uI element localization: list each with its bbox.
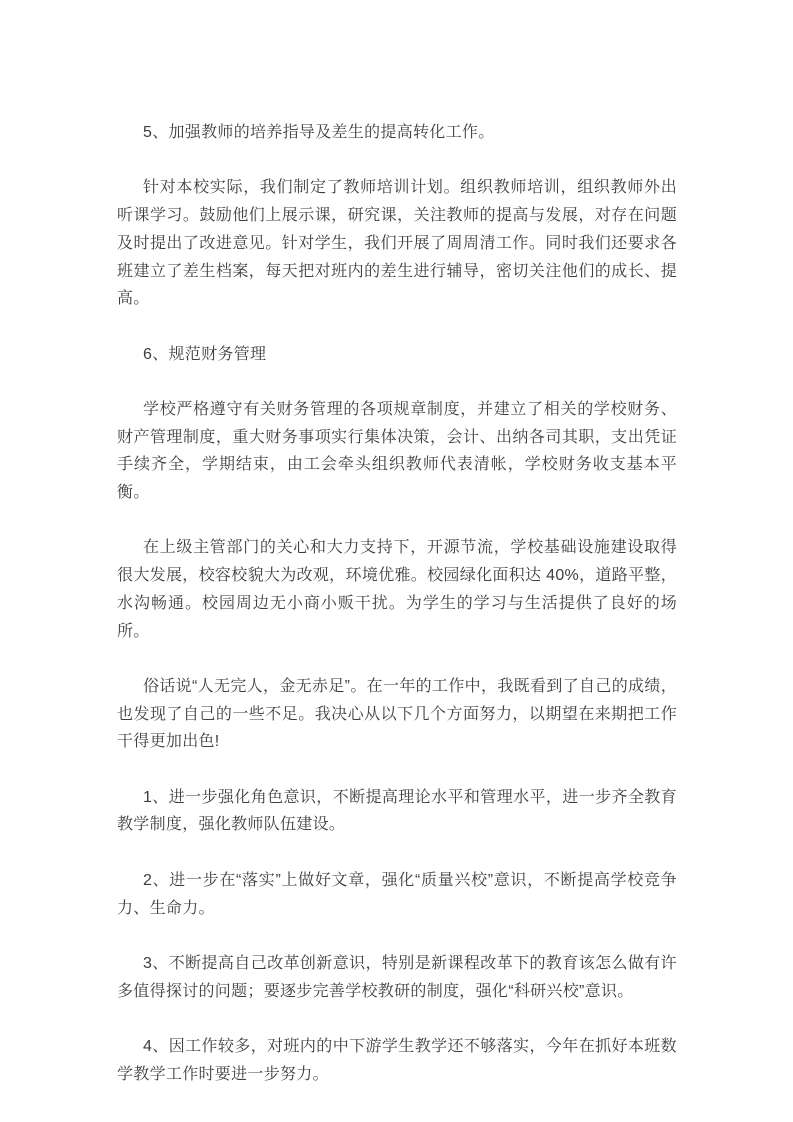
- paragraph-improvement-item-2: 2、进一步在“落实”上做好文章，强化“质量兴校”意识，不断提高学校竞争力、生命力。: [117, 871, 677, 917]
- paragraph-finance-detail: 学校严格遵守有关财务管理的各项规章制度，并建立了相关的学校财务、财产管理制度，重大财务事项实行集体决策，会计、出纳各司其职，支出凭证手续齐全，学期结束，由工会牵头组织教师代表清帐，学校财务收支基本平衡。: [117, 400, 677, 502]
- paragraph-improvement-item-1: 1、进一步强化角色意识，不断提高理论水平和管理水平，进一步齐全教育教学制度，强化教师队伍建设。: [117, 788, 677, 834]
- section-heading-teacher-training: 5、加强教师的培养指导及差生的提高转化工作。: [143, 124, 495, 141]
- paragraph-self-reflection: 俗话说“人无完人，金无赤足”。在一年的工作中，我既看到了自己的成绩，也发现了自己的一些不足。我决心从以下几个方面努力，以期望在来期把工作干得更加出色!: [117, 677, 677, 751]
- paragraph-campus-construction: 在上级主管部门的关心和大力支持下，开源节流，学校基础设施建设取得很大发展，校容校貌大为改观，环境优雅。校园绿化面积达 40%，道路平整，水沟畅通。校园周边无小商小贩干扰。为学生的学习与生活提供了良好的场所。: [117, 539, 677, 640]
- paragraph-improvement-item-4: 4、因工作较多，对班内的中下游学生教学还不够落实，今年在抓好本班数学教学工作时要进一步努力。: [117, 1038, 677, 1083]
- section-heading-finance-management: 6、规范财务管理: [143, 345, 267, 363]
- document-body: [117, 119, 677, 1116]
- paragraph-improvement-item-3: 3、不断提高自己改革创新意识，特别是新课程改革下的教育该怎么做有许多值得探讨的问题；要逐步完善学校教研的制度，强化“科研兴校”意识。: [117, 954, 677, 1000]
- paragraph-teacher-training-detail: 针对本校实际，我们制定了教师培训计划。组织教师培训，组织教师外出听课学习。鼓励他们上展示课，研究课，关注教师的提高与发展，对存在问题及时提出了改进意见。针对学生，我们开展了周周清工作。同时我们还要求各班建立了差生档案，每天把对班内的差生进行辅导，密切关注他们的成长、提高。: [117, 179, 677, 308]
